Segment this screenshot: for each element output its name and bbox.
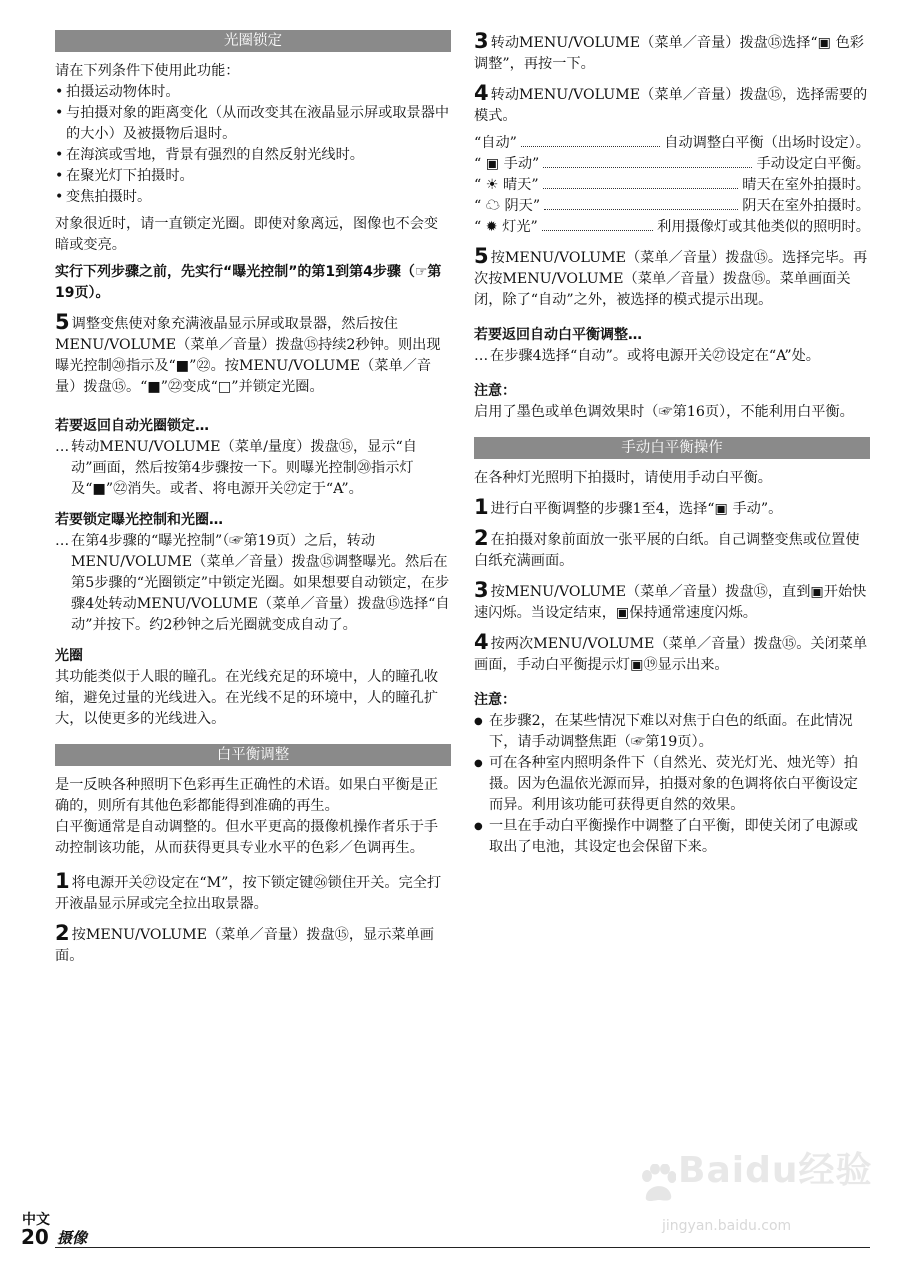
step-text: 按MENU/VOLUME（菜单／音量）拨盘⑮。选择完毕。再次按MENU/VOLUME（菜单／音量）拨盘⑮。菜单画面关闭，除了“自动”之外，被选择的模式提示出现。 <box>474 250 868 308</box>
list-item: • 在海滨或雪地，背景有强烈的自然反射光线时。 <box>55 145 451 166</box>
step-text: 按MENU/VOLUME（菜单／音量）拨盘⑮，直到▣开始快速闪烁。当设定结束，▣保持通常速度闪烁。 <box>474 584 867 621</box>
step-number: 5 <box>474 244 489 268</box>
step-text: 转动MENU/VOLUME（菜单／音量）拨盘⑮，选择需要的模式。 <box>474 87 868 124</box>
note-paragraph: 对象很近时，请一直锁定光圈。即使对象离远，图像也不会变暗或变亮。 <box>55 216 439 253</box>
mode-label: “ ☀ 晴天” <box>474 177 539 193</box>
mode-list <box>474 133 870 238</box>
dot-leader <box>521 146 660 147</box>
subheading-aperture: 光圈 <box>55 648 83 664</box>
mode-label: “自动” <box>474 135 517 151</box>
step-text: 转动MENU/VOLUME（菜单／音量）拨盘⑮选择“▣ 色彩调整”，再按一下。 <box>474 35 864 72</box>
step-number: 1 <box>55 869 70 893</box>
step-number: 2 <box>55 921 70 945</box>
watermark <box>640 1150 880 1245</box>
white-balance-intro: 白平衡通常是自动调整的。但水平更高的摄像机操作者乐于手动控制该功能，从而获得更具专业水平的色彩／色调再生。 <box>55 819 439 856</box>
body-text: 转动MENU/VOLUME（菜单/量度）拨盘⑮，显示“自动”画面，然后按第4步骤按一下。则曝光控制⑳指示灯及“■”㉒消失。或者、将电源开关㉗定于“A”。 <box>71 439 417 497</box>
step-text: 进行白平衡调整的步骤1至4，选择“▣ 手动”。 <box>490 501 783 517</box>
step-2 <box>474 528 870 572</box>
step-text: 在拍摄对象前面放一张平展的白纸。自己调整变焦或位置使白纸充满画面。 <box>474 532 860 569</box>
step-3 <box>474 580 870 624</box>
step-number: 5 <box>55 310 70 334</box>
subsection-text <box>55 437 451 500</box>
list-item: • 在聚光灯下拍摄时。 <box>55 166 451 187</box>
step-3 <box>474 31 870 75</box>
paw-icon <box>640 1164 676 1204</box>
step-4 <box>474 632 870 676</box>
step-text: 按两次MENU/VOLUME（菜单／音量）拨盘⑮。关闭菜单画面，手动白平衡提示灯▣⑲显示出来。 <box>474 636 868 673</box>
footer-chapter-title: 摄像 <box>57 1229 88 1247</box>
list-item: • 变焦拍摄时。 <box>55 187 451 208</box>
mode-label: “ ☁ 阴天” <box>474 198 541 214</box>
mode-description: 晴天在室外拍摄时。 <box>742 177 870 193</box>
step-number: 1 <box>474 495 489 519</box>
section-header-aperture-lock: 光圈锁定 <box>55 30 451 52</box>
subheading-return-auto-wb: 若要返回自动白平衡调整… <box>474 327 642 343</box>
step-text: 调整变焦使对象充满液晶显示屏或取景器，然后按住MENU/VOLUME（菜单／音量）拨盘⑮持续2秒钟。则出现曝光控制⑳指示及“■”㉒。按MENU/VOLUME（菜单／音量）拨盘⑮。“■”㉒变成“□”并锁定光圈。 <box>55 316 441 395</box>
footer-divider <box>55 1247 870 1248</box>
subsection-text <box>55 531 451 636</box>
note-text: 启用了墨色或单色调效果时（☞第16页），不能利用白平衡。 <box>474 404 854 420</box>
step-number: 4 <box>474 81 489 105</box>
mode-row <box>474 175 870 196</box>
note-heading: 注意： <box>474 383 516 399</box>
note-heading: 注意： <box>474 692 516 708</box>
aperture-explanation: 其功能类似于人眼的瞳孔。在光线充足的环境中，人的瞳孔收缩，避免过量的光线进入。在光线不足的环境中，人的瞳孔扩大，以使更多的光线进入。 <box>55 669 439 727</box>
mode-row <box>474 217 870 238</box>
mode-label: “ ✹ 灯光” <box>474 219 538 235</box>
step-5 <box>55 312 451 398</box>
condition-list <box>55 82 451 208</box>
watermark-url: jingyan.baidu.com <box>662 1218 792 1234</box>
step-number: 4 <box>474 630 489 654</box>
step-number: 3 <box>474 29 489 53</box>
mode-description: 自动调整白平衡（出场时设定）。 <box>664 135 870 151</box>
step-1 <box>55 871 451 915</box>
mode-description: 手动设定白平衡。 <box>756 156 870 172</box>
list-item: ● 一旦在手动白平衡操作中调整了白平衡，即使关闭了电源或取出了电池，其设定也会保留下来。 <box>474 816 870 858</box>
step-text: 按MENU/VOLUME（菜单／音量）拨盘⑮，显示菜单画面。 <box>55 927 434 964</box>
manual-wb-intro: 在各种灯光照明下拍摄时，请使用手动白平衡。 <box>474 470 772 486</box>
mode-row <box>474 196 870 217</box>
step-2 <box>55 923 451 967</box>
footer-language: 中文 <box>22 1212 50 1228</box>
step-4 <box>474 83 870 127</box>
step-5 <box>474 246 870 311</box>
subsection-text <box>474 346 870 367</box>
dot-leader <box>543 188 739 189</box>
step-number: 2 <box>474 526 489 550</box>
subheading-return-auto: 若要返回自动光圈锁定… <box>55 418 209 434</box>
left-column <box>55 30 451 973</box>
section-header-manual-white-balance: 手动白平衡操作 <box>474 437 870 459</box>
subheading-lock-both: 若要锁定曝光控制和光圈… <box>55 512 223 528</box>
dot-leader <box>544 209 738 210</box>
white-balance-definition: 是一反映各种照明下色彩再生正确性的术语。如果白平衡是正确的，则所有其他色彩都能得到准确的再生。 <box>55 777 439 814</box>
note-list <box>474 711 870 858</box>
right-column <box>474 31 870 864</box>
mode-description: 阴天在室外拍摄时。 <box>742 198 870 214</box>
prerequisite-text: 实行下列步骤之前，先实行“曝光控制”的第1到第4步骤（☞第19页）。 <box>55 264 442 301</box>
step-1 <box>474 497 870 520</box>
intro-text: 请在下列条件下使用此功能： <box>55 63 240 79</box>
mode-description: 利用摄像灯或其他类似的照明时。 <box>657 219 870 235</box>
list-item: • 拍摄运动物体时。 <box>55 82 451 103</box>
ellipsis-mark: … <box>474 348 489 364</box>
section-header-white-balance: 白平衡调整 <box>55 744 451 766</box>
page-number: 20 <box>21 1225 49 1249</box>
watermark-text: Baidu经验 <box>678 1150 873 1191</box>
body-text: 在第4步骤的“曝光控制”（☞第19页）之后，转动MENU/VOLUME（菜单／音量）拨盘⑮调整曝光。然后在第5步骤的“光圈锁定”中锁定光圈。如果想要自动锁定，在步骤4处转动MENU/VOLUME（菜单／音量）拨盘⑮选择“自动”并按下。约2秒钟之后光圈就变成自动了。 <box>71 533 450 633</box>
body-text: 在步骤4选择“自动”。或将电源开关㉗设定在“A”处。 <box>490 348 820 364</box>
ellipsis-mark: … <box>55 439 70 455</box>
mode-row <box>474 133 870 154</box>
dot-leader <box>543 167 752 168</box>
list-item: ● 在步骤2，在某些情况下难以对焦于白色的纸面。在此情况下，请手动调整焦距（☞第19页）。 <box>474 711 870 753</box>
mode-label: “ ▣ 手动” <box>474 156 540 172</box>
step-text: 将电源开关㉗设定在“M”，按下锁定键㉖锁住开关。完全打开液晶显示屏或完全拉出取景器。 <box>55 875 442 912</box>
dot-leader <box>542 230 653 231</box>
step-number: 3 <box>474 578 489 602</box>
list-item: ● 可在各种室内照明条件下（自然光、荧光灯光、烛光等）拍摄。因为色温依光源而异，拍摄对象的色调将依白平衡设定而异。利用该功能可获得更自然的效果。 <box>474 753 870 816</box>
list-item: • 与拍摄对象的距离变化（从而改变其在液晶显示屏或取景器中的大小）及被摄物后退时。 <box>55 103 451 145</box>
ellipsis-mark: … <box>55 533 70 549</box>
mode-row <box>474 154 870 175</box>
